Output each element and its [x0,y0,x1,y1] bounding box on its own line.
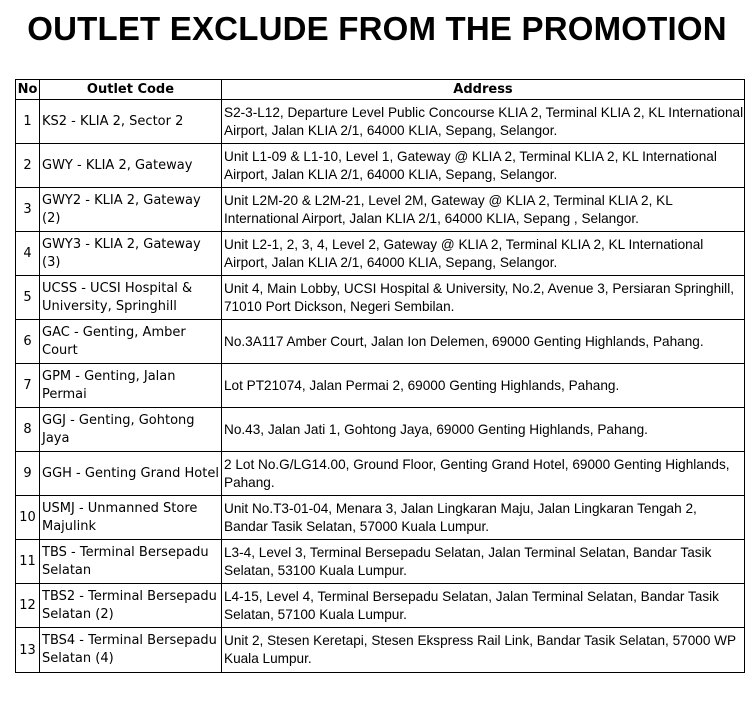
outlet-code: GWY3 - KLIA 2, Gateway (3) [40,232,222,276]
outlet-code: KS2 - KLIA 2, Sector 2 [40,100,222,144]
row-number: 1 [16,100,40,144]
outlet-code: GPM - Genting, Jalan Permai [40,364,222,408]
table-row [16,364,745,408]
outlet-code: TBS4 - Terminal Bersepadu Selatan (4) [40,628,222,673]
outlet-address: Unit L2-1, 2, 3, 4, Level 2, Gateway @ KLIA 2, Terminal KLIA 2, KL International Airport, Jalan KLIA 2/1, 64000 KLIA, Sepang, Selangor. [222,232,745,276]
column-header-address: Address [222,80,745,100]
outlet-address: L3-4, Level 3, Terminal Bersepadu Selatan, Jalan Terminal Selatan, Bandar Tasik Selatan, 53100 Kuala Lumpur. [222,540,745,584]
row-number: 13 [16,628,40,673]
outlet-code: UCSS - UCSI Hospital & University, Springhill [40,276,222,320]
outlet-code: GWY2 - KLIA 2, Gateway (2) [40,188,222,232]
outlet-address: 2 Lot No.G/LG14.00, Ground Floor, Genting Grand Hotel, 69000 Genting Highlands, Pahang. [222,452,745,496]
row-number: 10 [16,496,40,540]
row-number: 12 [16,584,40,628]
table-row [16,100,745,144]
table-row [16,320,745,364]
table-header-row [16,80,745,100]
table-row [16,188,745,232]
column-header-outlet-code: Outlet Code [40,80,222,100]
row-number: 8 [16,408,40,452]
outlet-code: USMJ - Unmanned Store Majulink [40,496,222,540]
row-number: 3 [16,188,40,232]
table-row [16,408,745,452]
outlet-code: GGJ - Genting, Gohtong Jaya [40,408,222,452]
table-row [16,144,745,188]
outlet-address: S2-3-L12, Departure Level Public Concourse KLIA 2, Terminal KLIA 2, KL International Airport, Jalan KLIA 2/1, 64000 KLIA, Sepang, Selangor. [222,100,745,144]
outlet-address: Unit No.T3-01-04, Menara 3, Jalan Lingkaran Maju, Jalan Lingkaran Tengah 2, Bandar Tasik Selatan, 57000 Kuala Lumpur. [222,496,745,540]
page-title: OUTLET EXCLUDE FROM THE PROMOTION [27,10,727,47]
outlet-code: TBS2 - Terminal Bersepadu Selatan (2) [40,584,222,628]
row-number: 6 [16,320,40,364]
outlet-code: GGH - Genting Grand Hotel [40,452,222,496]
table-row [16,452,745,496]
table-row [16,540,745,584]
outlet-code: GAC - Genting, Amber Court [40,320,222,364]
row-number: 9 [16,452,40,496]
outlet-address: Unit 4, Main Lobby, UCSI Hospital & University, No.2, Avenue 3, Persiaran Springhill, 71010 Port Dickson, Negeri Sembilan. [222,276,745,320]
outlet-address: No.43, Jalan Jati 1, Gohtong Jaya, 69000 Genting Highlands, Pahang. [222,408,745,452]
table-row [16,628,745,673]
table-row [16,276,745,320]
outlet-address: L4-15, Level 4, Terminal Bersepadu Selatan, Jalan Terminal Selatan, Bandar Tasik Selatan, 57100 Kuala Lumpur. [222,584,745,628]
outlet-address: Unit L1-09 & L1-10, Level 1, Gateway @ KLIA 2, Terminal KLIA 2, KL International Airport, Jalan KLIA 2/1, 64000 KLIA, Sepang, Selangor. [222,144,745,188]
row-number: 4 [16,232,40,276]
table-row [16,496,745,540]
outlet-address: Unit 2, Stesen Keretapi, Stesen Ekspress Rail Link, Bandar Tasik Selatan, 57000 WP Kuala Lumpur. [222,628,745,673]
table-row [16,584,745,628]
outlet-address: Unit L2M-20 & L2M-21, Level 2M, Gateway @ KLIA 2, Terminal KLIA 2, KL International Airport, Jalan KLIA 2/1, 64000 KLIA, Sepang , Selangor. [222,188,745,232]
outlet-code: TBS - Terminal Bersepadu Selatan [40,540,222,584]
row-number: 11 [16,540,40,584]
outlet-code: GWY - KLIA 2, Gateway [40,144,222,188]
row-number: 5 [16,276,40,320]
row-number: 2 [16,144,40,188]
row-number: 7 [16,364,40,408]
outlet-table [15,79,745,673]
outlet-address: No.3A117 Amber Court, Jalan Ion Delemen, 69000 Genting Highlands, Pahang. [222,320,745,364]
table-row [16,232,745,276]
outlet-address: Lot PT21074, Jalan Permai 2, 69000 Genting Highlands, Pahang. [222,364,745,408]
column-header-no: No [16,80,40,100]
